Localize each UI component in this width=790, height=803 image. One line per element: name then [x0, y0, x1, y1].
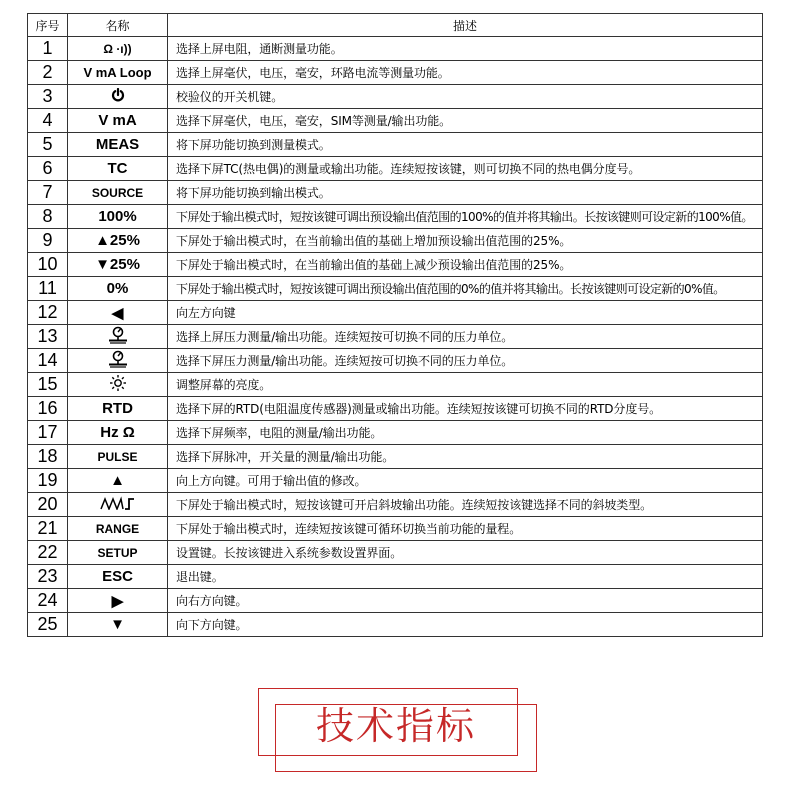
row-number: 22 — [28, 541, 68, 565]
row-number: 7 — [28, 181, 68, 205]
key-name: 0% — [68, 277, 168, 301]
key-description: 将下屏功能切换到输出模式。 — [168, 181, 763, 205]
ramp-icon — [100, 496, 136, 514]
key-description: 将下屏功能切换到测量模式。 — [168, 133, 763, 157]
key-name — [68, 349, 168, 373]
row-number: 14 — [28, 349, 68, 373]
key-name: ESC — [68, 565, 168, 589]
key-description: 下屏处于输出模式时，连续短按该键可循环切换当前功能的量程。 — [168, 517, 763, 541]
power-icon — [111, 88, 125, 106]
table-header-row — [28, 14, 763, 37]
key-name: SETUP — [68, 541, 168, 565]
table-row — [28, 469, 763, 493]
key-description: 选择下屏的RTD(电阻温度传感器)测量或输出功能。连续短按该键可切换不同的RTD分度号。 — [168, 397, 763, 421]
key-description: 选择上屏电阻，通断测量功能。 — [168, 37, 763, 61]
table-row — [28, 37, 763, 61]
key-description: 选择下屏压力测量/输出功能。连续短按可切换不同的压力单位。 — [168, 349, 763, 373]
table-row — [28, 205, 763, 229]
row-number: 1 — [28, 37, 68, 61]
table-row — [28, 541, 763, 565]
table-row — [28, 373, 763, 397]
table-row — [28, 325, 763, 349]
table-row — [28, 397, 763, 421]
row-number: 13 — [28, 325, 68, 349]
table-row — [28, 349, 763, 373]
table-row — [28, 613, 763, 637]
key-name — [68, 325, 168, 349]
row-number: 2 — [28, 61, 68, 85]
key-name: ▼25% — [68, 253, 168, 277]
key-description: 下屏处于输出模式时，短按该键可开启斜坡输出功能。连续短按该键选择不同的斜坡类型。 — [168, 493, 763, 517]
key-description: 选择上屏毫伏，电压，毫安，环路电流等测量功能。 — [168, 61, 763, 85]
row-number: 8 — [28, 205, 68, 229]
key-description: 选择上屏压力测量/输出功能。连续短按可切换不同的压力单位。 — [168, 325, 763, 349]
table-row — [28, 301, 763, 325]
key-description: 设置键。长按该键进入系统参数设置界面。 — [168, 541, 763, 565]
key-description: 调整屏幕的亮度。 — [168, 373, 763, 397]
brightness-icon — [109, 374, 127, 396]
key-description: 下屏处于输出模式时，在当前输出值的基础上减少预设输出值范围的25%。 — [168, 253, 763, 277]
row-number: 5 — [28, 133, 68, 157]
key-description: 向左方向键 — [168, 301, 763, 325]
row-number: 21 — [28, 517, 68, 541]
row-number: 3 — [28, 85, 68, 109]
table-row — [28, 253, 763, 277]
key-name: PULSE — [68, 445, 168, 469]
pressure-icon — [107, 350, 129, 372]
table-row — [28, 133, 763, 157]
row-number: 20 — [28, 493, 68, 517]
row-number: 4 — [28, 109, 68, 133]
row-number: 12 — [28, 301, 68, 325]
row-number: 16 — [28, 397, 68, 421]
table-row — [28, 517, 763, 541]
key-function-table-wrapper — [27, 13, 763, 637]
row-number: 17 — [28, 421, 68, 445]
key-name: ◀ — [68, 301, 168, 325]
key-name: ▼ — [68, 613, 168, 637]
header-name: 名称 — [68, 14, 168, 37]
key-name: ▲25% — [68, 229, 168, 253]
key-description: 向右方向键。 — [168, 589, 763, 613]
key-name: TC — [68, 157, 168, 181]
key-description: 下屏处于输出模式时，短按该键可调出预设输出值范围的100%的值并将其输出。长按该键则可设定新的100%值。 — [168, 205, 763, 229]
table-row — [28, 421, 763, 445]
key-name: 100% — [68, 205, 168, 229]
row-number: 25 — [28, 613, 68, 637]
key-description: 选择下屏脉冲，开关量的测量/输出功能。 — [168, 445, 763, 469]
key-function-table — [27, 13, 763, 637]
table-row — [28, 493, 763, 517]
row-number: 10 — [28, 253, 68, 277]
section-title-box — [258, 688, 518, 756]
table-row — [28, 277, 763, 301]
key-description: 下屏处于输出模式时，在当前输出值的基础上增加预设输出值范围的25%。 — [168, 229, 763, 253]
table-row — [28, 589, 763, 613]
key-name: MEAS — [68, 133, 168, 157]
table-row — [28, 445, 763, 469]
row-number: 6 — [28, 157, 68, 181]
key-description: 退出键。 — [168, 565, 763, 589]
key-description: 选择下屏频率，电阻的测量/输出功能。 — [168, 421, 763, 445]
section-title: 技术指标 — [315, 704, 476, 748]
key-name: SOURCE — [68, 181, 168, 205]
key-name: RANGE — [68, 517, 168, 541]
row-number: 11 — [28, 277, 68, 301]
key-name — [68, 85, 168, 109]
key-name — [68, 493, 168, 517]
key-name: RTD — [68, 397, 168, 421]
table-row — [28, 157, 763, 181]
key-description: 选择下屏TC(热电偶)的测量或输出功能。连续短按该键，则可切换不同的热电偶分度号。 — [168, 157, 763, 181]
key-name: V mA Loop — [68, 61, 168, 85]
key-description: 下屏处于输出模式时，短按该键可调出预设输出值范围的0%的值并将其输出。长按该键则可设定新的0%值。 — [168, 277, 763, 301]
row-number: 23 — [28, 565, 68, 589]
key-name — [68, 373, 168, 397]
table-row — [28, 181, 763, 205]
key-description: 向下方向键。 — [168, 613, 763, 637]
key-name: ▶ — [68, 589, 168, 613]
header-desc: 描述 — [168, 14, 763, 37]
table-row — [28, 565, 763, 589]
table-row — [28, 229, 763, 253]
row-number: 15 — [28, 373, 68, 397]
key-name: Ω ·ı)) — [68, 37, 168, 61]
key-name: V mA — [68, 109, 168, 133]
row-number: 18 — [28, 445, 68, 469]
key-name: Hz Ω — [68, 421, 168, 445]
key-description: 向上方向键。可用于输出值的修改。 — [168, 469, 763, 493]
table-row — [28, 85, 763, 109]
row-number: 24 — [28, 589, 68, 613]
table-row — [28, 61, 763, 85]
key-name: ▲ — [68, 469, 168, 493]
header-num: 序号 — [28, 14, 68, 37]
row-number: 9 — [28, 229, 68, 253]
table-row — [28, 109, 763, 133]
key-description: 选择下屏毫伏，电压，毫安，SIM等测量/输出功能。 — [168, 109, 763, 133]
key-description: 校验仪的开关机键。 — [168, 85, 763, 109]
pressure-icon — [107, 326, 129, 348]
row-number: 19 — [28, 469, 68, 493]
